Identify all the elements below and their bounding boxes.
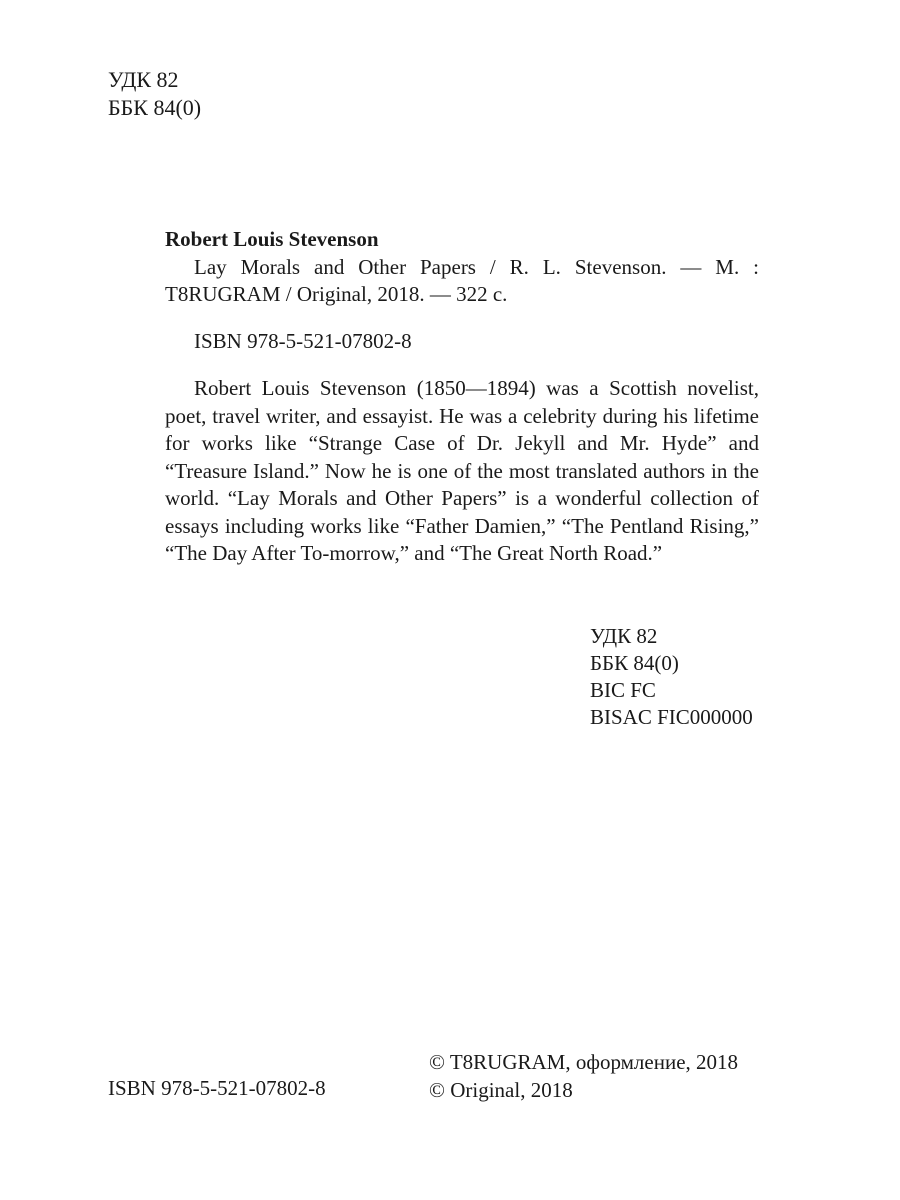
- udk-code: УДК 82: [108, 67, 179, 92]
- bibliographic-record: [165, 226, 759, 568]
- copyright-notices: [429, 1048, 738, 1104]
- top-classification-codes: [108, 66, 201, 122]
- bic-code: BIC FC: [590, 678, 656, 702]
- footer-isbn: ISBN 978-5-521-07802-8: [108, 1076, 326, 1100]
- udk-code: УДК 82: [590, 624, 658, 648]
- classification-codes: [590, 623, 753, 731]
- bbk-code: ББК 84(0): [590, 651, 679, 675]
- copyright-design: © T8RUGRAM, оформление, 2018: [429, 1050, 739, 1074]
- title-statement: Lay Morals and Other Papers / R. L. Stevenson. — M. : T8RUGRAM / Original, 2018. — 322 c.: [165, 254, 759, 306]
- author-name: Robert Louis Stevenson: [165, 227, 379, 251]
- copyright-original: © Original, 2018: [429, 1078, 573, 1102]
- bbk-code: ББК 84(0): [108, 95, 202, 120]
- annotation-paragraph: Robert Louis Stevenson (1850—1894) was a Scottish novelist, poet, travel writer, and essayist. He was a celebrity during his lifetime for works like “Strange Case of Dr. Jekyll and Mr. Hyde” and “Treasure Island.” Now he is one of the most translated authors in the world. “Lay Morals and Other Papers” is a wonderful collection of essays including works like “Father Damien,” “The Pentland Rising,” “The Day After To-morrow,” and “The Great North Road.”: [165, 376, 759, 565]
- bisac-code: BISAC FIC000000: [590, 705, 753, 729]
- record-isbn: ISBN 978-5-521-07802-8: [194, 328, 412, 353]
